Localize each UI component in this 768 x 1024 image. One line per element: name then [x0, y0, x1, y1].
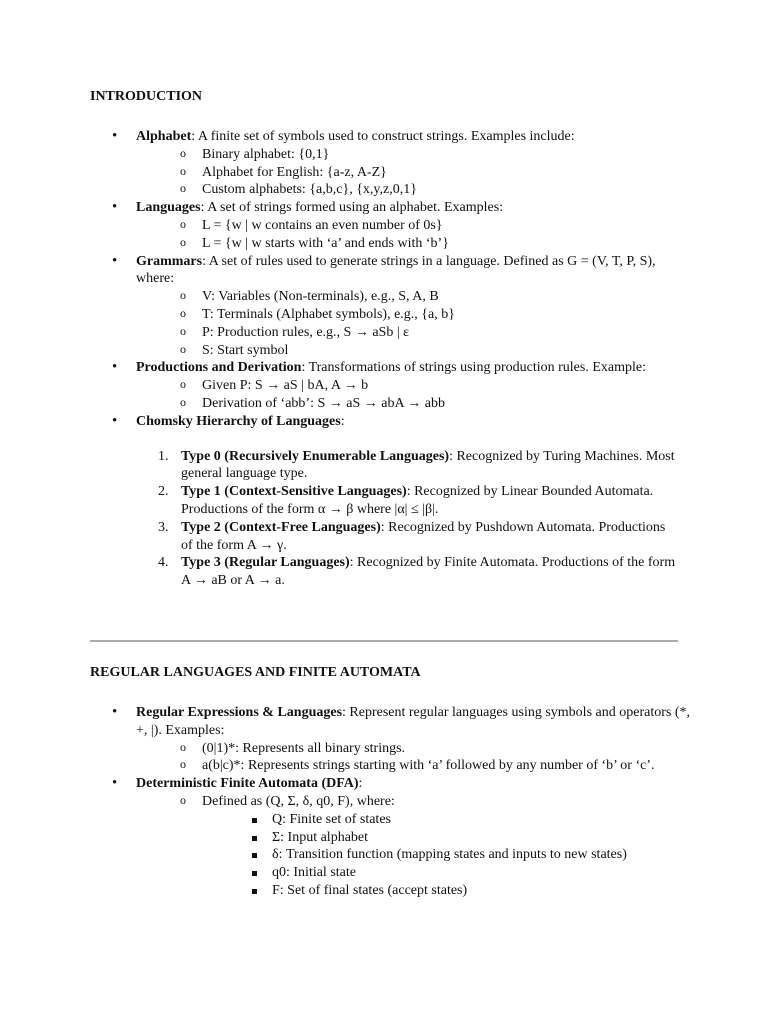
- list-item: [90, 253, 680, 360]
- sub-list: [136, 217, 680, 253]
- list-item: [90, 704, 690, 775]
- definition: : Recognized by Pushdown Automata. Productions of the form A → γ.: [181, 519, 666, 553]
- sub-item: o S: Start symbol: [180, 342, 680, 360]
- sub-item: o a(b|c)*: Represents strings starting with ‘a’ followed by any number of ‘b’ or ‘c’.: [180, 757, 690, 775]
- term: Type 0 (Recursively Enumerable Languages): [181, 448, 450, 464]
- sub-item: [180, 793, 690, 900]
- sub-list: [136, 146, 680, 199]
- definition: : Recognized by Finite Automata. Productions of the form A → aB or A → a.: [181, 555, 676, 589]
- sub-list: [136, 740, 690, 776]
- definition: : A set of strings formed using an alphabet. Examples:: [200, 200, 504, 216]
- bullet-list: [90, 128, 680, 590]
- section-regular-languages: [90, 664, 690, 900]
- sub-item: o P: Production rules, e.g., S → aSb | ε: [180, 324, 680, 342]
- list-item: [90, 413, 680, 590]
- sub-item: o Binary alphabet: {0,1}: [180, 146, 680, 164]
- sub-sub-list: [202, 811, 690, 900]
- bullet-list: [90, 704, 690, 900]
- term: Grammars: [136, 253, 203, 269]
- list-item: [90, 359, 680, 412]
- definition: : Recognized by Linear Bounded Automata. Productions of the form α → β where |α| ≤ |β|.: [181, 484, 654, 517]
- numbered-item: [158, 554, 680, 590]
- list-item: [90, 775, 690, 900]
- sub-item: o Given P: S → aS | bA, A → b: [180, 377, 680, 395]
- section-heading: REGULAR LANGUAGES AND FINITE AUTOMATA: [90, 665, 421, 680]
- list-item: [90, 128, 680, 199]
- definition: : Represent regular languages using symbols and operators (*, +, |). Examples:: [136, 705, 690, 738]
- sub-list: [136, 377, 680, 413]
- item-number: 1.: [158, 448, 169, 464]
- definition: : A set of rules used to generate strings in a language. Defined as G = (V, T, P, S), where:: [136, 253, 656, 287]
- term: Type 3 (Regular Languages): [181, 555, 350, 571]
- term: Languages: [136, 200, 201, 216]
- definition: : Transformations of strings using production rules. Example:: [301, 360, 646, 376]
- sub-item: o Alphabet for English: {a-z, A-Z}: [180, 164, 680, 182]
- term: Type 1 (Context-Sensitive Languages): [181, 484, 407, 500]
- definition: :: [358, 776, 363, 792]
- section-introduction: [90, 88, 680, 590]
- term: Type 2 (Context-Free Languages): [181, 519, 381, 535]
- sub-sub-item: Σ: Input alphabet: [250, 829, 690, 847]
- numbered-item: [158, 483, 680, 519]
- sub-item: o Derivation of ‘abb’: S → aS → abA → abb: [180, 395, 680, 413]
- term: Alphabet: [136, 129, 192, 144]
- term: Productions and Derivation: [136, 360, 302, 376]
- sub-item: o T: Terminals (Alphabet symbols), e.g., {a, b}: [180, 306, 680, 324]
- term: Chomsky Hierarchy of Languages: [136, 413, 341, 429]
- sub-list: [136, 793, 690, 900]
- term: Deterministic Finite Automata (DFA): [136, 776, 359, 792]
- numbered-item: [158, 519, 680, 555]
- sub-item: o Custom alphabets: {a,b,c}, {x,y,z,0,1}: [180, 181, 680, 199]
- sub-sub-item: Q: Finite set of states: [250, 811, 690, 829]
- term: Regular Expressions & Languages: [136, 705, 343, 720]
- item-number: 3.: [158, 519, 169, 535]
- section-heading: INTRODUCTION: [90, 89, 203, 104]
- horizontal-divider: [90, 640, 678, 642]
- sub-item: o (0|1)*: Represents all binary strings.: [180, 740, 690, 758]
- item-number: 2.: [158, 484, 169, 500]
- definition: :: [340, 413, 345, 429]
- sub-sub-item: δ: Transition function (mapping states and inputs to new states): [250, 846, 690, 864]
- sub-sub-item: F: Set of final states (accept states): [250, 882, 690, 900]
- sub-item: o L = {w | w contains an even number of 0s}: [180, 217, 680, 235]
- item-number: 4.: [158, 555, 169, 571]
- numbered-item: [158, 448, 680, 484]
- sub-item-label: Defined as (Q, Σ, δ, q0, F), where:: [202, 793, 395, 809]
- sub-sub-item: q0: Initial state: [250, 864, 690, 882]
- sub-list: [136, 288, 680, 359]
- list-item: [90, 199, 680, 252]
- sub-item: o L = {w | w starts with ‘a’ and ends with ‘b’}: [180, 235, 680, 253]
- sub-item: o V: Variables (Non-terminals), e.g., S, A, B: [180, 288, 680, 306]
- definition: : Recognized by Turing Machines. Most general language type.: [181, 448, 675, 482]
- numbered-list: [136, 448, 680, 590]
- definition: : A finite set of symbols used to construct strings. Examples include:: [191, 129, 575, 144]
